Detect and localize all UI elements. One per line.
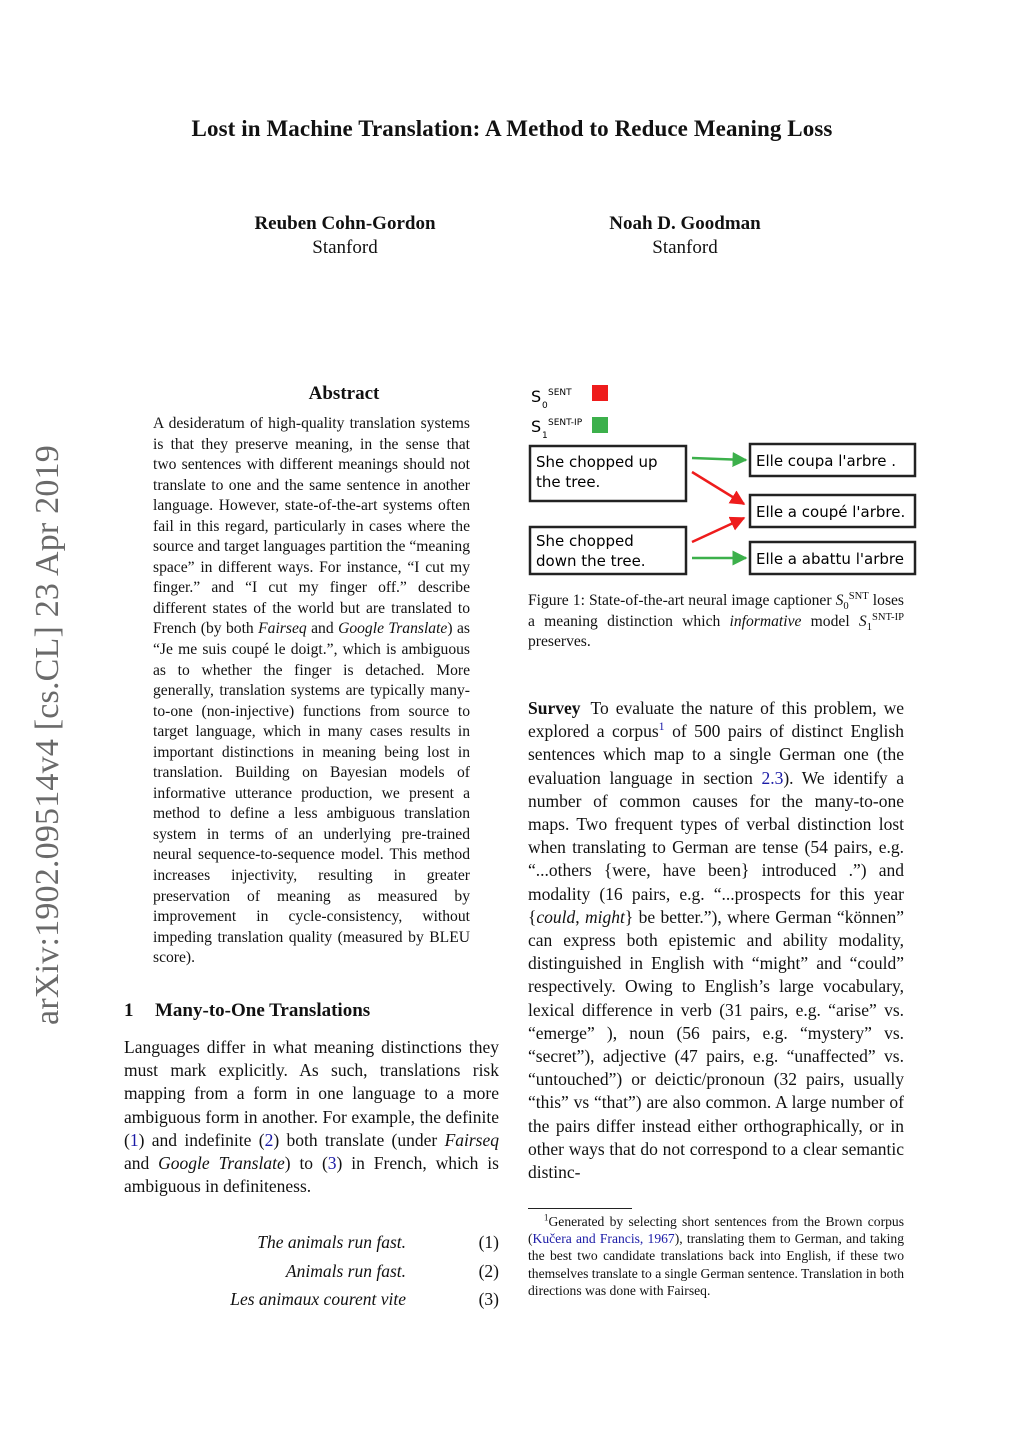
legend-s0-base: S — [531, 387, 542, 406]
arrow-red-2 — [692, 518, 744, 542]
example-sentence: Animals run fast. — [285, 1261, 406, 1281]
arrow-green-1 — [692, 458, 746, 460]
example-sentence: The animals run fast. — [257, 1232, 406, 1252]
target-text: Elle a coupé l'arbre. — [756, 503, 906, 521]
example-item — [124, 1289, 406, 1315]
source-text-line: the tree. — [536, 473, 601, 491]
target-box-3 — [750, 542, 915, 574]
example-ref-1[interactable]: 1 — [129, 1129, 139, 1150]
example-ref-3[interactable]: 3 — [327, 1153, 337, 1174]
arxiv-identifier: arXiv:1902.09514v4 [cs.CL] 23 Apr 2019 — [29, 445, 66, 1025]
source-text-line: She chopped up — [536, 453, 658, 471]
example-label: (2) — [478, 1261, 499, 1281]
author-name: Noah D. Goodman — [609, 213, 761, 234]
section-heading — [124, 1000, 370, 1022]
paper-title: Lost in Machine Translation: A Method to Reduce Meaning Loss — [191, 116, 833, 141]
footnote: $^1$Generated by selecting short sentences from the Brown corpus (Kučera and Francis, 1967), translating them to German, and taking the best two candidate translations back into English, if these two themselves translate to a single German sentence. Translation in both directions was done with Fairseq. — [528, 1212, 905, 1298]
author-block-1 — [245, 212, 445, 260]
arrow-red-1 — [692, 472, 744, 504]
legend-s0-sup: SENT — [548, 388, 572, 398]
example-sentence: Les animaux courent vite — [230, 1289, 406, 1309]
target-text: Elle coupa l'arbre . — [756, 452, 896, 470]
source-box-1 — [530, 446, 686, 501]
example-item — [124, 1261, 406, 1287]
footnote-mark[interactable]: 1 — [658, 719, 665, 734]
example-label: (3) — [478, 1289, 499, 1309]
legend-green-swatch — [592, 417, 608, 433]
author-affiliation: Stanford — [312, 237, 378, 258]
footnote-number: 1 — [543, 1212, 549, 1223]
target-box-1 — [750, 444, 915, 476]
author-block-2 — [585, 212, 785, 260]
legend-red-swatch — [592, 385, 608, 401]
legend-s1 — [531, 417, 608, 441]
section-number: 1 — [124, 1000, 134, 1021]
source-box-2 — [530, 527, 686, 574]
survey-heading: Survey — [528, 698, 581, 718]
section-title: Many-to-One Translations — [155, 1000, 371, 1021]
legend-s0-sub: 0 — [542, 401, 548, 411]
author-affiliation: Stanford — [652, 237, 718, 258]
section-paragraph: Languages differ in what meaning distinctions they must mark explicitly. As such, translations risk mapping from a form in one language to a more ambiguous form in another. For example, the definite (1) and indefinite (2) both translate (under Fairseq and Google Translate) to (3) in French, which is ambiguous in definiteness. — [124, 1037, 500, 1197]
legend-s0 — [531, 385, 608, 411]
author-name: Reuben Cohn-Gordon — [254, 213, 436, 234]
example-label: (1) — [478, 1232, 499, 1252]
source-text-line: She chopped — [536, 532, 634, 550]
examples-list — [124, 1232, 499, 1322]
source-text-line: down the tree. — [536, 552, 646, 570]
legend-s1-sup: SENT-IP — [548, 418, 583, 428]
abstract-heading: Abstract — [308, 383, 380, 404]
example-ref-2[interactable]: 2 — [264, 1129, 274, 1150]
section-ref[interactable]: 2.3 — [761, 767, 784, 788]
legend-s1-base: S — [531, 417, 542, 436]
target-text: Elle a abattu l'arbre — [756, 550, 904, 568]
survey-paragraph: Survey To evaluate the nature of this problem, we explored a corpus$^1$ of 500 pairs of distinct English sentences which map to a single German one (the evaluation language in section 2.3). We identify a number of common causes for the many-to-one maps. Two frequent types of verbal distinction lost when translating to German are tense (54 pairs, e.g. “...others {were, have been} introduced .”) and modality (16 pairs, e.g. “...prospects for this year {could, might} be better.”), where German “können” can express both epistemic and ability modality, distinguished in English with “might” and “could” respectively. Owing to English’s large vocabulary, lexical difference in verb (31 pairs, e.g. “arise” vs. “emerge” ), noun (56 pairs, e.g. “mystery” vs. “secret”), adjective (47 pairs, e.g. “unaffected” vs. “untouched”) or deictic/pronoun (32 pairs, usually “this” vs “that”) are also common. A large number of the pairs differ instead either orthographically, or in other ways that do not correspond to a clear semantic distinc- — [528, 698, 905, 1183]
footnote-rule — [528, 1208, 632, 1209]
example-item — [124, 1232, 406, 1258]
target-box-2 — [750, 495, 915, 527]
figure-1-diagram — [528, 380, 920, 580]
figure-caption: Figure 1: State-of-the-art neural image captioner $S_0^{SNT}$ loses a meaning distinction which informative model $S_1^{SNT-IP}$ preserves. — [528, 590, 904, 650]
citation-link[interactable]: Kučera and Francis, 1967 — [532, 1231, 675, 1247]
abstract-body: A desideratum of high-quality translation systems is that they preserve meaning, in the sense that two sentences with different meanings should not translate to one and the same sentence in another language. However, state-of-the-art systems often fail in this regard, particularly in cases where the source and target languages partition the “meaning space” in different ways. For instance, “I cut my finger.” and “I cut my finger off.” describe different states of the world but are translated to French (by both Fairseq and Google Translate) as “Je me suis coupé le doigt.”, which is ambiguous as to whether the finger is detached. More generally, translation systems are typically many-to-one (non-injective) functions from source to target language, which in many cases results in important distinctions in meaning being lost in translation. Building on Bayesian models of informative utterance production, we present a method to define a less ambiguous translation system in terms of an underlying pre-trained neural sequence-to-sequence model. This method increases injectivity, resulting in greater preservation of meaning as measured by improvement in cycle-consistency, without impeding translation quality (measured by BLEU score). — [153, 415, 470, 967]
legend-s1-sub: 1 — [542, 431, 548, 441]
